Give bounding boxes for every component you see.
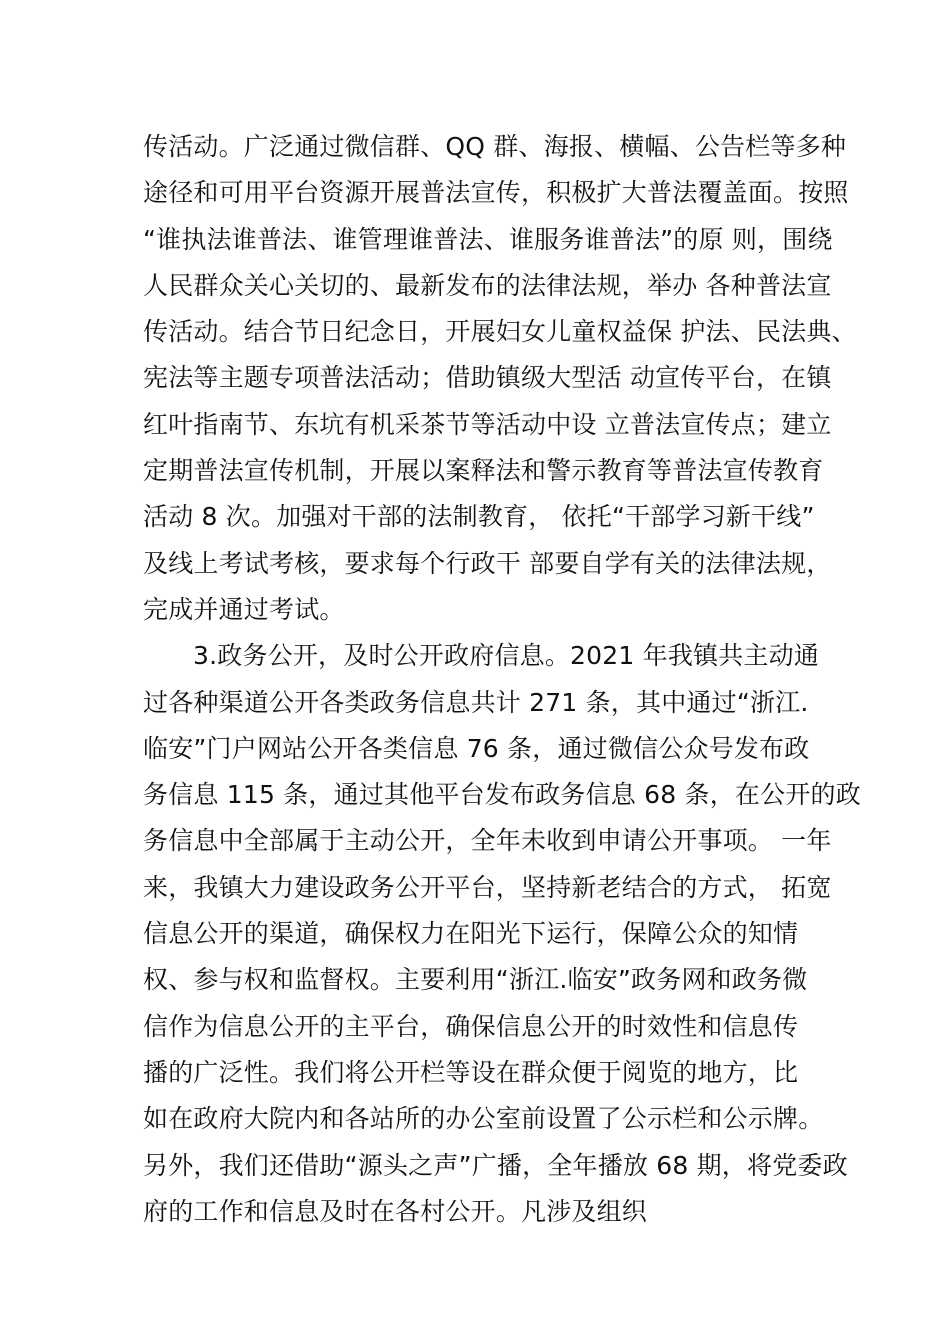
text-line: 府的工作和信息及时在各村公开。凡涉及组织: [143, 1196, 648, 1226]
text-line: 途径和可用平台资源开展普法宣传，积极扩大普法覆盖面。按照: [143, 178, 849, 208]
text-line: 传活动。结合节日纪念日，开展妇女儿童权益保 护法、民法典、: [143, 317, 857, 347]
text-line: 信作为信息公开的主平台，确保信息公开的时效性和信息传: [143, 1011, 799, 1041]
text-line: 及线上考试考核，要求每个行政干 部要自学有关的法律法规，: [143, 548, 832, 578]
text-line: 另外，我们还借助“源头之声”广播，全年播放 68 期，将党委政: [143, 1150, 848, 1180]
text-line: 红叶指南节、东坑有机采茶节等活动中设 立普法宣传点；建立: [143, 409, 832, 439]
text-line: 活动 8 次。加强对干部的法制教育， 依托“干部学习新干线”: [143, 502, 815, 532]
text-line: “谁执法谁普法、谁管理谁普法、谁服务谁普法”的原 则，围绕: [143, 224, 833, 254]
text-line: 来，我镇大力建设政务公开平台，坚持新老结合的方式， 拓宽: [143, 872, 832, 902]
paragraph-government-affairs-disclosure: [143, 633, 861, 1235]
text-line: 务信息中全部属于主动公开，全年未收到申请公开事项。 一年: [143, 826, 832, 856]
text-line: 信息公开的渠道，确保权力在阳光下运行，保障公众的知情: [143, 919, 799, 949]
text-line: 过各种渠道公开各类政务信息共计 271 条，其中通过“浙江.: [143, 687, 809, 717]
text-line: 权、参与权和监督权。主要利用“浙江.临安”政务网和政务微: [143, 965, 808, 995]
text-line: 定期普法宣传机制，开展以案释法和警示教育等普法宣传教育: [143, 456, 824, 486]
text-line: 临安”门户网站公开各类信息 76 条，通过微信公众号发布政: [143, 733, 810, 763]
text-line: 务信息 115 条，通过其他平台发布政务信息 68 条，在公开的政: [143, 780, 861, 810]
body-text: [143, 124, 861, 1235]
text-line: 宪法等主题专项普法活动；借助镇级大型活 动宣传平台，在镇: [143, 363, 832, 393]
text-line: 如在政府大院内和各站所的办公室前设置了公示栏和公示牌。: [143, 1104, 824, 1134]
text-line: 3.政务公开，及时公开政府信息。2021 年我镇共主动通: [193, 641, 820, 671]
text-line: 播的广泛性。我们将公开栏等设在群众便于阅览的地方，比: [143, 1057, 799, 1087]
text-line: 传活动。广泛通过微信群、QQ 群、海报、横幅、公告栏等多种: [143, 132, 847, 161]
text-line: 完成并通过考试。: [143, 594, 345, 624]
paragraph-legal-publicity: [143, 124, 857, 633]
text-line: 人民群众关心关切的、最新发布的法律法规，举办 各种普法宣: [143, 270, 832, 300]
